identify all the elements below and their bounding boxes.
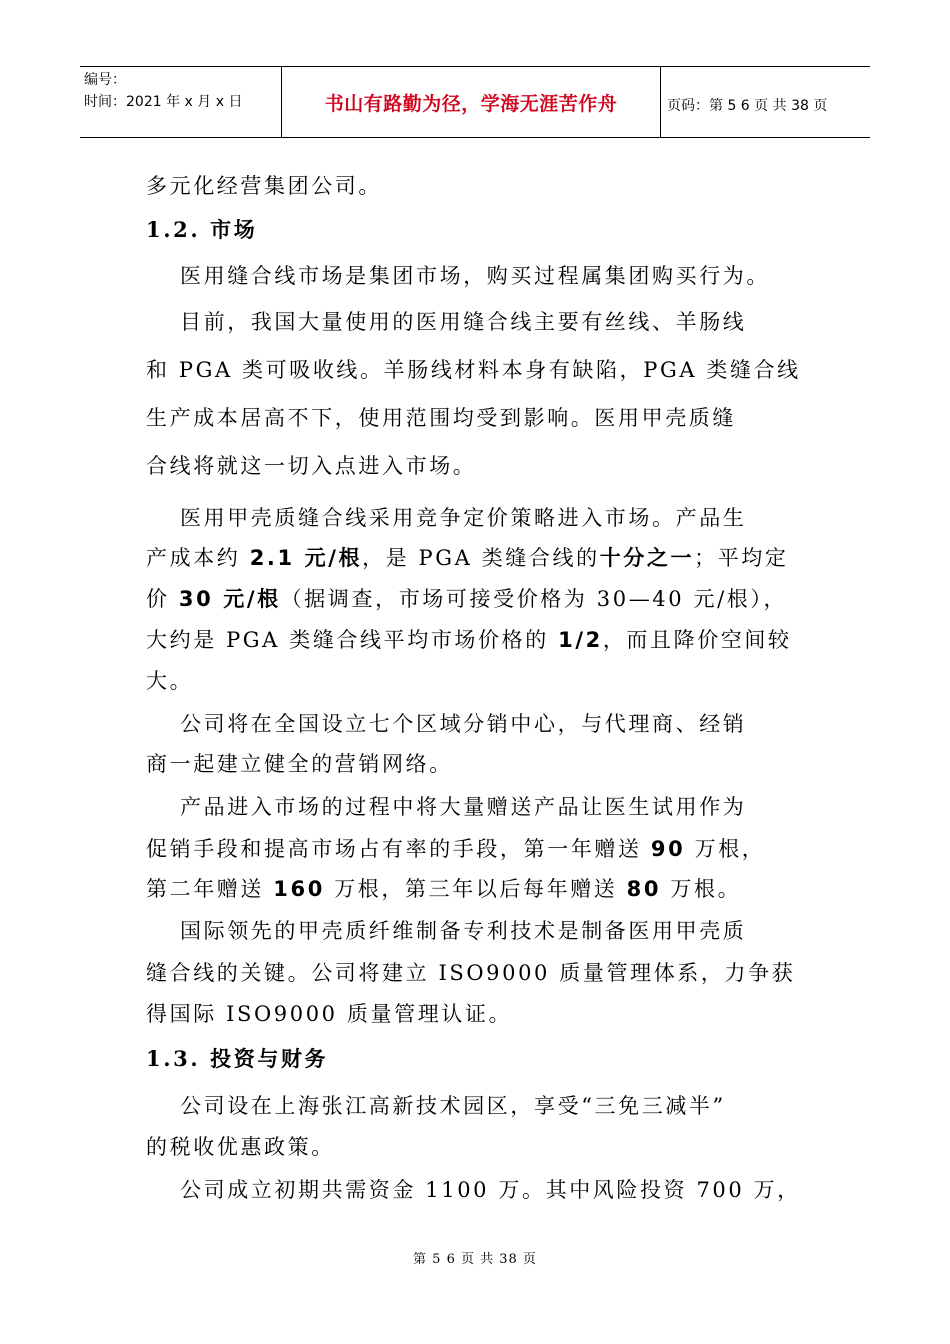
text-segment: 产成本约	[146, 546, 250, 570]
bold-ratio: 十分之一	[599, 546, 695, 570]
header-motto-cell	[282, 67, 661, 137]
paragraph-line: 医用缝合线市场是集团市场，购买过程属集团购买行为。	[180, 264, 770, 288]
text-segment: （据调查，市场可接受价格为 30—40 元/根），	[280, 587, 788, 611]
bold-price: 2.1 元/根	[249, 546, 363, 570]
text-segment: 第二年赠送	[146, 877, 274, 901]
bold-number: 80	[626, 877, 662, 901]
text-segment: 万根，	[685, 837, 766, 861]
text-segment: ；平均定	[694, 546, 789, 570]
text-segment: ，是 PGA 类缝合线的	[362, 546, 600, 570]
section-heading-1-2: 1.2. 市场	[146, 217, 258, 242]
header-page-cell	[661, 67, 870, 137]
paragraph-line: 公司成立初期共需资金 1100 万。其中风险投资 700 万，	[180, 1178, 801, 1202]
document-number-label: 编号：	[84, 72, 126, 88]
paragraph-line: 大。	[146, 669, 194, 693]
document-date-label: 时间：2021 年 x 月 x 日	[84, 94, 243, 110]
text-segment: 大约是 PGA 类缝合线平均市场价格的	[146, 628, 559, 652]
paragraph-line	[146, 624, 792, 654]
text-segment: 价	[146, 587, 179, 611]
header-motto: 书山有路勤为径，学海无涯苦作舟	[324, 93, 618, 115]
text-segment: 万根。	[661, 877, 742, 901]
page-footer: 第 5 6 页 共 38 页	[413, 1252, 537, 1267]
paragraph-line: 公司设在上海张江高新技术园区，享受“三免三减半”	[180, 1094, 726, 1118]
text-segment: 促销手段和提高市场占有率的手段，第一年赠送	[146, 837, 651, 861]
paragraph-line	[146, 542, 789, 572]
paragraph-line: 产品进入市场的过程中将大量赠送产品让医生试用作为	[180, 795, 747, 819]
paragraph-line: 的税收优惠政策。	[146, 1135, 335, 1159]
paragraph-line	[146, 583, 787, 613]
bold-number: 90	[650, 837, 686, 861]
text-segment: 万根，第三年以后每年赠送	[324, 877, 627, 901]
paragraph-line: 得国际 ISO9000 质量管理认证。	[146, 1002, 513, 1026]
paragraph-line	[146, 833, 765, 863]
header-info-cell	[80, 67, 282, 137]
text-segment: ，而且降价空间较	[602, 628, 792, 652]
header-page-code: 页码：第 5 6 页 共 38 页	[667, 98, 828, 114]
bold-price: 30 元/根	[178, 587, 281, 611]
paragraph-line: 多元化经营集团公司。	[146, 174, 382, 198]
paragraph-line: 合线将就这一切入点进入市场。	[146, 454, 477, 478]
paragraph-line: 缝合线的关键。公司将建立 ISO9000 质量管理体系，力争获	[146, 961, 796, 985]
paragraph-line: 商一起建立健全的营销网络。	[146, 752, 453, 776]
paragraph-line: 和 PGA 类可吸收线。羊肠线材料本身有缺陷，PGA 类缝合线	[146, 358, 801, 382]
paragraph-line: 国际领先的甲壳质纤维制备专利技术是制备医用甲壳质	[180, 919, 747, 943]
bold-fraction: 1/2	[558, 628, 603, 652]
paragraph-line: 医用甲壳质缝合线采用竞争定价策略进入市场。产品生	[180, 506, 747, 530]
section-heading-1-3: 1.3. 投资与财务	[146, 1046, 329, 1071]
paragraph-line: 生产成本居高不下，使用范围均受到影响。医用甲壳质缝	[146, 406, 736, 430]
paragraph-line	[146, 873, 741, 903]
paragraph-line: 公司将在全国设立七个区域分销中心，与代理商、经销	[180, 712, 747, 736]
paragraph-line: 目前，我国大量使用的医用缝合线主要有丝线、羊肠线	[180, 310, 747, 334]
bold-number: 160	[273, 877, 325, 901]
page-header	[80, 66, 870, 138]
